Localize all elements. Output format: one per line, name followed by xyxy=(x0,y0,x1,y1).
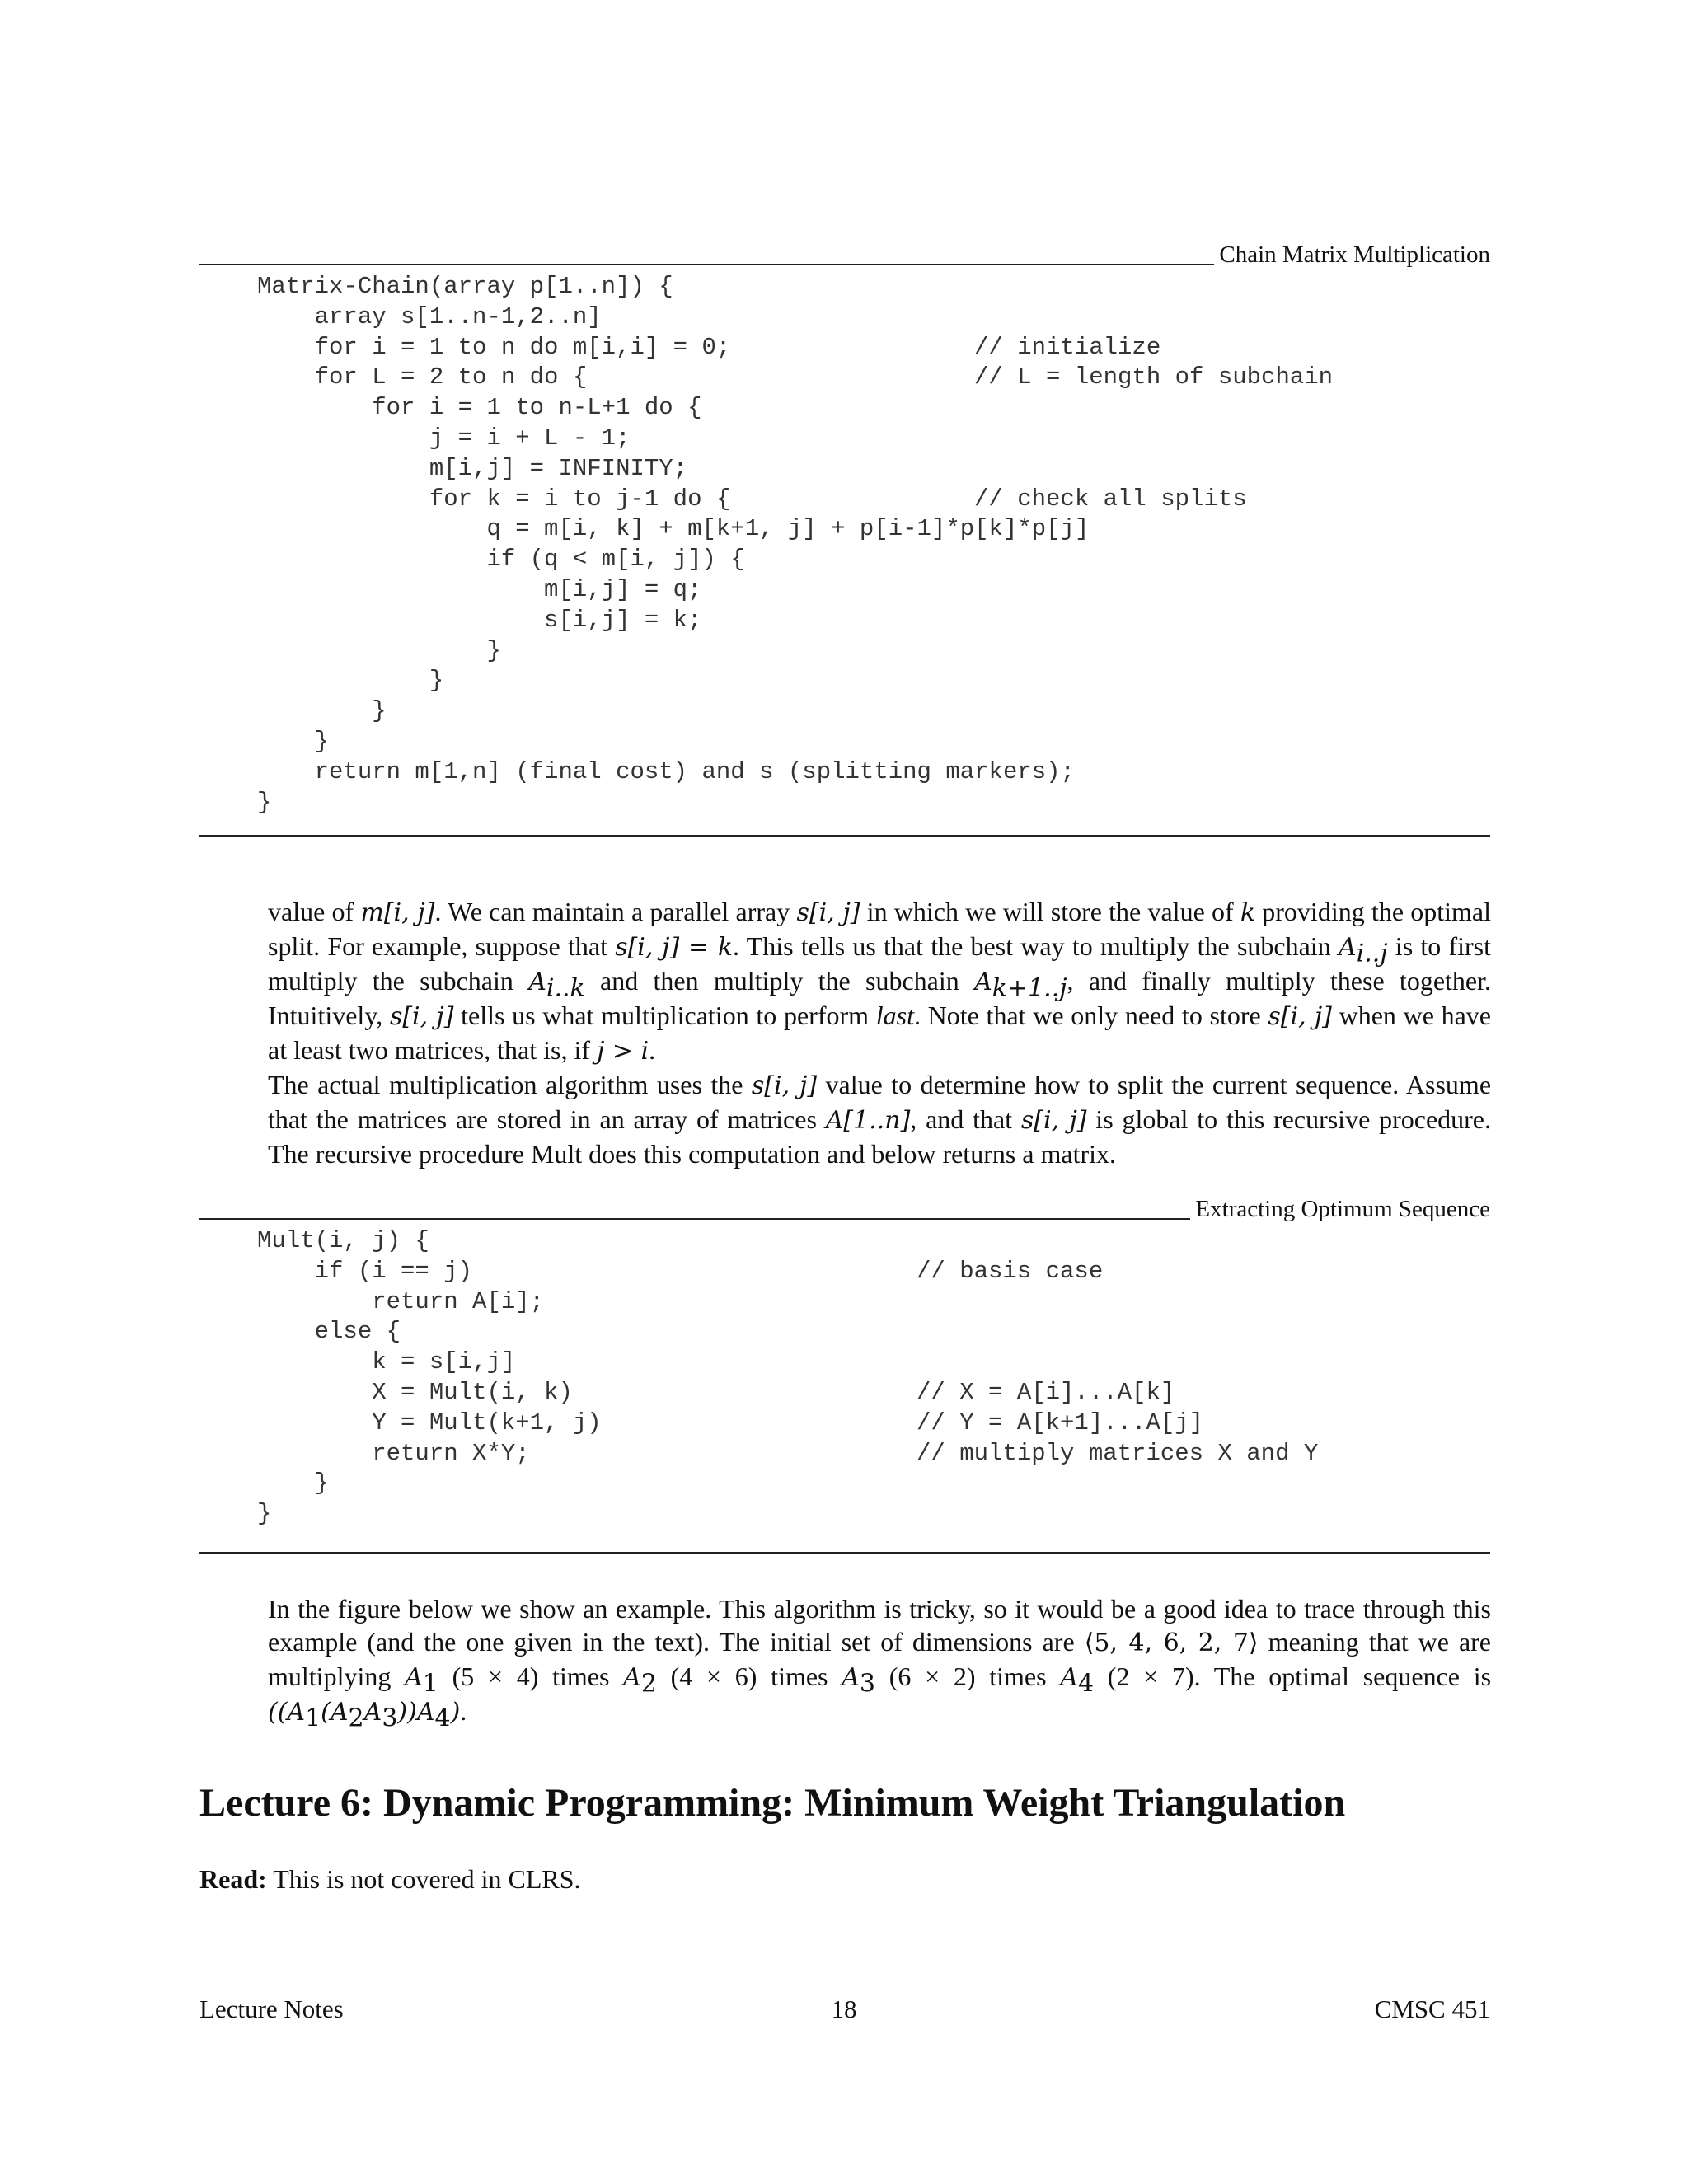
code-line xyxy=(257,272,1089,302)
code-line xyxy=(257,1408,1204,1439)
code-line xyxy=(257,302,1089,333)
code-line xyxy=(257,1317,602,1347)
code-line xyxy=(257,424,1089,454)
code-text: } xyxy=(257,697,387,725)
code-comment: // X = A[i]...A[k] xyxy=(917,1378,1175,1406)
code-text: else { xyxy=(257,1318,401,1346)
code-text: Mult(i, j) { xyxy=(257,1227,429,1254)
code-text: for i = 1 to n do m[i,i] = 0; xyxy=(257,333,731,361)
code-line xyxy=(257,666,1089,696)
code-text: q = m[i, k] + m[k+1, j] + p[i-1]*p[k]*p[j] xyxy=(257,515,1090,543)
code-text: } xyxy=(257,1500,272,1528)
code-text: Matrix-Chain(array p[1..n]) { xyxy=(257,273,673,300)
paragraph-mult-procedure: The actual multiplication algorithm uses the s[i, j] value to determine how to split the current sequence. Assume that the matrices are stored in an array of matrices A[1..n], and that s[i, j] is global to this recursive procedure. The recursive procedure Mult does this computation and below returns a matrix. xyxy=(268,1070,1492,1169)
code-text: return X*Y; xyxy=(257,1439,530,1467)
footer-right: CMSC 451 xyxy=(1374,1994,1490,2023)
code-text: } xyxy=(257,1469,330,1497)
code-comment: // basis case xyxy=(917,1257,1104,1285)
code-line xyxy=(257,545,1089,575)
code-line xyxy=(257,363,1334,393)
paragraph-example: In the figure below we show an example. This algorithm is tricky, so it would be a good idea to trace through this example (and the one given in the text). The initial set of dimensions are ⟨5, 4, 6, 2, 7⟩ meaning that we are multiplying $A_1$ (5 × 4) times $A_2$ (4 × 6) times $A_3$ (6 × 2) times $A_4$ (2 × 7). The optimal sequence is $((A_1(A_2A_3))A_4)$. xyxy=(268,1594,1492,1733)
code-comment: // check all splits xyxy=(974,485,1247,513)
code-text: Y = Mult(k+1, j) xyxy=(257,1408,602,1436)
code-block-matrix-chain xyxy=(257,272,1334,818)
code-line xyxy=(257,636,1089,667)
read-text: This is not covered in CLRS. xyxy=(266,1864,581,1894)
page-number: 18 xyxy=(831,1994,857,2023)
code-text: return A[i]; xyxy=(257,1287,545,1315)
code-line xyxy=(257,485,1247,515)
bottom-rule xyxy=(199,1552,1490,1554)
code-text: s[i,j] = k; xyxy=(257,606,702,634)
paragraph-split-array: value of m[i, j]. We can maintain a parallel array s[i, j] in which we will store the value of k providing the optimal split. For example, suppose that s[i, j] = k. This tells us that the best way to multiply the subchain $A_{i..j}$ is to first multiply the subchain $A_{i..k}$ and then multiply the subchain $A_{k+1..j}$, and finally multiply these together. Intuitively, s[i, j] tells us what multiplication to perform last. Note that we only need to store s[i, j] when we have at least two matrices, that is, if j > i. xyxy=(268,897,1492,1066)
code-line xyxy=(257,514,1089,545)
code-line xyxy=(257,757,1089,788)
code-text: j = i + L - 1; xyxy=(257,424,631,452)
code-line xyxy=(257,1287,602,1318)
code-line xyxy=(257,788,1089,818)
code-line xyxy=(257,1257,1104,1287)
code-text: } xyxy=(257,788,272,816)
code-line xyxy=(257,1378,1175,1408)
code-comment: // Y = A[k+1]...A[j] xyxy=(917,1408,1204,1436)
code-text: m[i,j] = q; xyxy=(257,575,702,603)
code-text: for L = 2 to n do { xyxy=(257,363,588,391)
code-text: m[i,j] = INFINITY; xyxy=(257,454,688,482)
code-text: for k = i to j-1 do { xyxy=(257,485,731,513)
read-note xyxy=(199,1864,581,1895)
code-line xyxy=(257,454,1089,485)
lecture-heading: Lecture 6: Dynamic Programming: Minimum Weight Triangulation xyxy=(199,1781,1346,1825)
code-line xyxy=(257,1469,602,1499)
code-text: if (i == j) xyxy=(257,1257,473,1285)
code-text: } xyxy=(257,727,330,755)
code-line xyxy=(257,606,1089,636)
footer-left: Lecture Notes xyxy=(199,1994,344,2023)
code-text: } xyxy=(257,667,444,695)
code-text: if (q < m[i, j]) { xyxy=(257,546,745,574)
bottom-rule xyxy=(199,835,1490,837)
code-line xyxy=(257,575,1089,606)
code-line xyxy=(257,696,1089,727)
code-comment: // initialize xyxy=(974,333,1161,361)
code-line xyxy=(257,1439,1319,1469)
code-text: } xyxy=(257,636,501,664)
code-block-2-caption: Extracting Optimum Sequence xyxy=(1190,1195,1490,1223)
code-block-2-header xyxy=(199,1195,1490,1223)
read-label: Read: xyxy=(199,1864,267,1894)
code-text: k = s[i,j] xyxy=(257,1348,516,1376)
code-block-mult xyxy=(257,1226,1319,1530)
code-block-1-caption: Chain Matrix Multiplication xyxy=(1214,241,1490,269)
code-text: X = Mult(i, k) xyxy=(257,1378,573,1406)
code-line xyxy=(257,1226,602,1257)
code-line xyxy=(257,393,1089,424)
code-line xyxy=(257,1347,602,1378)
code-text: return m[1,n] (final cost) and s (splitting markers); xyxy=(257,757,1075,785)
code-comment: // multiply matrices X and Y xyxy=(917,1439,1319,1467)
code-text: array s[1..n-1,2..n] xyxy=(257,302,602,330)
code-block-1-header xyxy=(199,241,1490,269)
code-line xyxy=(257,1499,602,1530)
code-line xyxy=(257,727,1089,757)
code-comment: // L = length of subchain xyxy=(974,363,1334,391)
code-line xyxy=(257,333,1161,363)
code-text: for i = 1 to n-L+1 do { xyxy=(257,394,702,422)
